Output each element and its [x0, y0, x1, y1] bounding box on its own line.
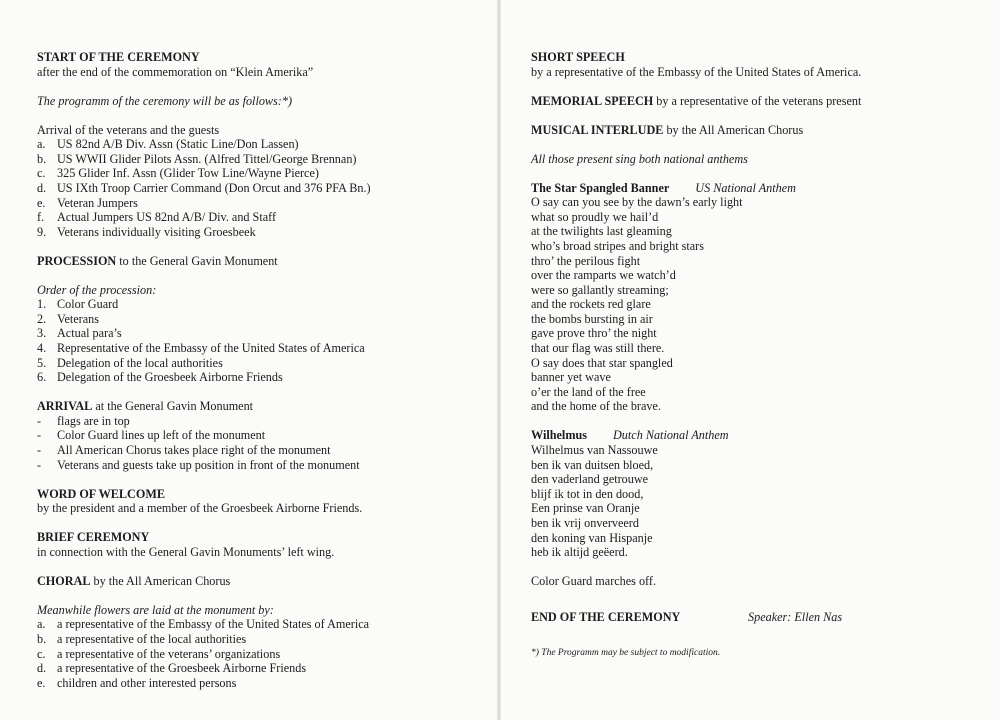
lyric-line: were so gallantly streaming;	[531, 282, 669, 297]
flowers-list	[37, 617, 477, 690]
programme-note: The programm of the ceremony will be as follows:*)	[37, 93, 293, 108]
lyric-line: and the rockets red glare	[531, 297, 651, 312]
list-marker: 9.	[37, 224, 47, 239]
flowers-label: Meanwhile flowers are laid at the monument by:	[37, 602, 274, 617]
lyric-line: what so proudly we hail’d	[531, 209, 659, 224]
list-item-text: Veterans	[57, 311, 99, 326]
us-anthem-lyrics	[531, 195, 971, 414]
list-item-text: US WWII Glider Pilots Assn. (Alfred Tittel/George Brennan)	[57, 151, 357, 166]
end-heading: END OF THE CEREMONY	[531, 610, 681, 625]
brief-text: in connection with the General Gavin Monuments’ left wing.	[37, 544, 335, 559]
left-column	[37, 50, 477, 690]
choral-rest: by the All American Chorus	[90, 573, 231, 588]
anthems-note: All those present sing both national anthems	[531, 151, 748, 166]
list-item-text: Veteran Jumpers	[57, 195, 138, 210]
arrival-heading: ARRIVAL	[37, 399, 93, 414]
arrival-steps-list	[37, 414, 477, 472]
list-marker: d.	[37, 180, 47, 195]
end-line	[531, 610, 971, 625]
list-item	[37, 210, 477, 225]
lyric-line: gave prove thro’ the night	[531, 326, 657, 341]
list-marker: 4.	[37, 341, 47, 356]
list-item	[37, 341, 477, 356]
procession-list	[37, 297, 477, 385]
arrival-rest: at the General Gavin Monument	[92, 399, 254, 414]
list-marker: e.	[37, 195, 46, 210]
list-item-text: Veterans individually visiting Groesbeek	[57, 224, 256, 239]
list-item-text: Delegation of the local authorities	[57, 355, 223, 370]
list-item-text: a representative of the veterans’ organizations	[57, 646, 281, 661]
lyric-line: Een prinse van Oranje	[531, 501, 640, 516]
memorial-line	[531, 94, 971, 109]
choral-heading-line	[37, 574, 477, 589]
list-marker: b.	[37, 151, 47, 166]
list-marker: 1.	[37, 297, 47, 312]
list-item-text: US 82nd A/B Div. Assn (Static Line/Don Lassen)	[57, 137, 299, 152]
lyric-line: heb ik altijd geëerd.	[531, 545, 628, 560]
list-item-text: Delegation of the Groesbeek Airborne Friends	[57, 370, 283, 385]
interlude-line	[531, 123, 971, 138]
list-item	[37, 181, 477, 196]
list-item	[37, 661, 477, 676]
short-speech-text: by a representative of the Embassy of the United States of America.	[531, 64, 862, 79]
list-item-text: children and other interested persons	[57, 675, 237, 690]
lyric-line: Wilhelmus van Nassouwe	[531, 443, 658, 458]
us-anthem-subtitle: US National Anthem	[695, 180, 796, 195]
list-item	[37, 428, 477, 443]
short-speech-heading: SHORT SPEECH	[531, 50, 625, 64]
dutch-anthem-title: Wilhelmus	[531, 428, 587, 443]
lyric-line: that our flag was still there.	[531, 341, 665, 356]
arrival-intro: Arrival of the veterans and the guests	[37, 122, 220, 137]
us-anthem-title: The Star Spangled Banner	[531, 180, 670, 195]
list-item-text: Veterans and guests take up position in front of the monument	[57, 457, 360, 472]
list-item	[37, 312, 477, 327]
footnote: *) The Programm may be subject to modification.	[531, 648, 721, 659]
list-item-text: All American Chorus takes place right of the monument	[57, 443, 331, 458]
list-marker: a.	[37, 137, 46, 152]
welcome-text: by the president and a member of the Groesbeek Airborne Friends.	[37, 501, 363, 516]
list-item	[37, 166, 477, 181]
lyric-line: o’er the land of the free	[531, 384, 646, 399]
list-marker: 2.	[37, 311, 47, 326]
list-marker: a.	[37, 617, 46, 632]
list-item-text: flags are in top	[57, 413, 130, 428]
list-item-text: a representative of the local authorities	[57, 631, 247, 646]
list-item	[37, 647, 477, 662]
color-guard-text: Color Guard marches off.	[531, 574, 656, 589]
page-fold	[497, 0, 501, 720]
list-item	[37, 137, 477, 152]
lyric-line: ben ik van duitsen bloed,	[531, 457, 654, 472]
list-item	[37, 326, 477, 341]
list-item-text: US IXth Troop Carrier Command (Don Orcut and 376 PFA Bn.)	[57, 180, 371, 195]
lyric-line: O say can you see by the dawn’s early light	[531, 195, 743, 210]
memorial-rest: by a representative of the veterans present	[653, 93, 862, 108]
list-marker: 3.	[37, 326, 47, 341]
memorial-heading: MEMORIAL SPEECH	[531, 93, 654, 108]
arrival-list	[37, 137, 477, 239]
list-item	[37, 225, 477, 240]
list-marker: -	[37, 428, 42, 443]
list-item-text: Actual para’s	[57, 326, 122, 341]
lyric-line: who’s broad stripes and bright stars	[531, 238, 704, 253]
list-marker: e.	[37, 675, 46, 690]
dutch-anthem-title-line	[531, 428, 971, 443]
list-marker: b.	[37, 631, 47, 646]
list-marker: -	[37, 443, 42, 458]
list-item	[37, 196, 477, 211]
brief-heading: BRIEF CEREMONY	[37, 530, 150, 545]
lyric-line: the bombs bursting in air	[531, 311, 653, 326]
lyric-line: den vaderland getrouwe	[531, 472, 649, 487]
list-item	[37, 617, 477, 632]
speaker-credit: Speaker: Ellen Nas	[748, 610, 843, 625]
dutch-anthem-lyrics	[531, 443, 971, 560]
lyric-line: thro’ the perilous fight	[531, 253, 641, 268]
list-item	[37, 297, 477, 312]
list-item-text: 325 Glider Inf. Assn (Glider Tow Line/Wayne Pierce)	[57, 166, 319, 181]
list-item-text: Color Guard	[57, 297, 119, 312]
list-marker: f.	[37, 210, 45, 225]
interlude-heading: MUSICAL INTERLUDE	[531, 122, 664, 137]
list-marker: 6.	[37, 370, 47, 385]
list-item	[37, 676, 477, 691]
lyric-line: ben ik vrij onverveerd	[531, 515, 639, 530]
list-marker: -	[37, 413, 42, 428]
list-item	[37, 458, 477, 473]
choral-heading: CHORAL	[37, 573, 91, 588]
lyric-line: den koning van Hispanje	[531, 530, 653, 545]
procession-rest: to the General Gavin Monument	[116, 253, 278, 268]
procession-order-label: Order of the procession:	[37, 282, 157, 297]
list-item-text: Representative of the Embassy of the United States of America	[57, 341, 365, 356]
list-item-text: a representative of the Embassy of the United States of America	[57, 617, 370, 632]
list-item-text: Color Guard lines up left of the monument	[57, 428, 266, 443]
list-item	[37, 414, 477, 429]
list-item	[37, 152, 477, 167]
welcome-heading: WORD OF WELCOME	[37, 486, 165, 501]
list-item-text: a representative of the Groesbeek Airborne Friends	[57, 661, 307, 676]
list-marker: 5.	[37, 355, 47, 370]
procession-heading-line	[37, 254, 477, 269]
list-marker: c.	[37, 646, 46, 661]
list-item	[37, 370, 477, 385]
lyric-line: and the home of the brave.	[531, 399, 661, 414]
arrival-heading-line	[37, 399, 477, 414]
lyric-line: over the ramparts we watch’d	[531, 268, 676, 283]
start-heading: START OF THE CEREMONY	[37, 50, 200, 64]
list-item	[37, 632, 477, 647]
lyric-line: blijf ik tot in den dood,	[531, 486, 644, 501]
dutch-anthem-subtitle: Dutch National Anthem	[613, 428, 729, 443]
list-marker: c.	[37, 166, 46, 181]
procession-heading: PROCESSION	[37, 253, 117, 268]
list-item-text: Actual Jumpers US 82nd A/B/ Div. and Staff	[57, 210, 277, 225]
lyric-line: O say does that star spangled	[531, 355, 673, 370]
list-item	[37, 356, 477, 371]
lyric-line: banner yet wave	[531, 370, 611, 385]
list-item	[37, 443, 477, 458]
right-column	[531, 50, 971, 661]
list-marker: d.	[37, 661, 47, 676]
lyric-line: at the twilights last gleaming	[531, 224, 672, 239]
interlude-rest: by the All American Chorus	[663, 122, 804, 137]
us-anthem-title-line	[531, 181, 971, 196]
start-subtitle: after the end of the commemoration on “Klein Amerika”	[37, 64, 314, 79]
list-marker: -	[37, 457, 42, 472]
